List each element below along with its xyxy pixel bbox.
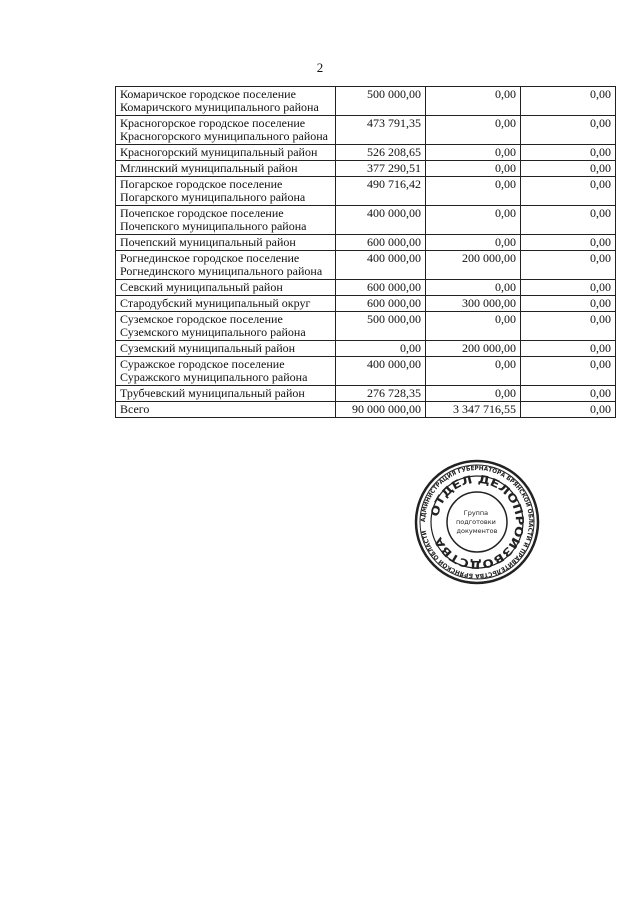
cell-amount-2: 3 347 716,55 [426,402,521,418]
cell-name: Стародубский муниципальный округ [116,296,336,312]
cell-amount-3: 0,00 [521,357,616,386]
document-stamp [413,458,541,586]
table-row [116,116,616,145]
cell-amount-3: 0,00 [521,145,616,161]
table-row [116,145,616,161]
cell-amount-3: 0,00 [521,116,616,145]
table-row [116,161,616,177]
cell-name: Комаричское городское поселение Комаричского муниципального района [116,87,336,116]
stamp-center-text: Группа подготовки документов [456,509,498,535]
cell-name: Мглинский муниципальный район [116,161,336,177]
cell-amount-2: 300 000,00 [426,296,521,312]
cell-amount-1: 90 000 000,00 [336,402,426,418]
cell-amount-1: 490 716,42 [336,177,426,206]
cell-amount-3: 0,00 [521,87,616,116]
cell-amount-3: 0,00 [521,251,616,280]
cell-name: Суземское городское поселение Суземского муниципального района [116,312,336,341]
cell-amount-3: 0,00 [521,386,616,402]
page-number: 2 [316,60,324,75]
cell-name: Севский муниципальный район [116,280,336,296]
cell-amount-2: 0,00 [426,145,521,161]
table-row [116,296,616,312]
cell-amount-3: 0,00 [521,235,616,251]
cell-amount-2: 0,00 [426,280,521,296]
cell-name: Погарское городское поселение Погарского муниципального района [116,177,336,206]
cell-amount-3: 0,00 [521,280,616,296]
cell-name: Красногорский муниципальный район [116,145,336,161]
cell-amount-1: 500 000,00 [336,87,426,116]
cell-amount-3: 0,00 [521,161,616,177]
funds-table [115,86,616,418]
cell-amount-1: 600 000,00 [336,280,426,296]
table-row [116,177,616,206]
total-row [116,402,616,418]
cell-amount-2: 0,00 [426,235,521,251]
cell-name: Почепское городское поселение Почепского муниципального района [116,206,336,235]
cell-amount-1: 400 000,00 [336,206,426,235]
cell-amount-1: 377 290,51 [336,161,426,177]
cell-amount-2: 0,00 [426,161,521,177]
cell-amount-2: 200 000,00 [426,251,521,280]
cell-amount-1: 0,00 [336,341,426,357]
cell-name: Суражское городское поселение Суражского муниципального района [116,357,336,386]
table-row [116,357,616,386]
cell-amount-3: 0,00 [521,402,616,418]
cell-amount-1: 500 000,00 [336,312,426,341]
cell-amount-3: 0,00 [521,177,616,206]
table-row [116,312,616,341]
table-row [116,280,616,296]
cell-amount-2: 0,00 [426,116,521,145]
cell-amount-1: 400 000,00 [336,357,426,386]
stamp-ring-text: АДМИНИСТРАЦИЯ ГУБЕРНАТОРА БРЯНСКОЙ ОБЛАСТИ И ПРАВИТЕЛЬСТВА БРЯНСКОЙ ОБЛАСТИ [419,464,535,580]
cell-name: Почепский муниципальный район [116,235,336,251]
cell-name: Красногорское городское поселение Красногорского муниципального района [116,116,336,145]
cell-name: Рогнединское городское поселение Рогнединского муниципального района [116,251,336,280]
cell-amount-2: 0,00 [426,357,521,386]
cell-amount-2: 0,00 [426,312,521,341]
table-row [116,87,616,116]
cell-amount-1: 600 000,00 [336,235,426,251]
cell-amount-3: 0,00 [521,206,616,235]
stamp-middle-text: ОТДЕЛ ДЕЛОПРОИЗВОДСТВА [428,472,527,572]
table-row [116,235,616,251]
cell-name: Трубчевский муниципальный район [116,386,336,402]
cell-amount-2: 0,00 [426,87,521,116]
cell-amount-1: 473 791,35 [336,116,426,145]
cell-amount-2: 0,00 [426,177,521,206]
cell-amount-2: 0,00 [426,206,521,235]
cell-name: Суземский муниципальный район [116,341,336,357]
cell-amount-1: 400 000,00 [336,251,426,280]
cell-amount-1: 276 728,35 [336,386,426,402]
cell-amount-3: 0,00 [521,312,616,341]
cell-amount-2: 200 000,00 [426,341,521,357]
cell-amount-3: 0,00 [521,341,616,357]
table-row [116,251,616,280]
table-row [116,341,616,357]
cell-amount-1: 600 000,00 [336,296,426,312]
table-row [116,206,616,235]
cell-name: Всего [116,402,336,418]
cell-amount-3: 0,00 [521,296,616,312]
table-row [116,386,616,402]
funds-table-body [116,87,616,418]
cell-amount-2: 0,00 [426,386,521,402]
cell-amount-1: 526 208,65 [336,145,426,161]
